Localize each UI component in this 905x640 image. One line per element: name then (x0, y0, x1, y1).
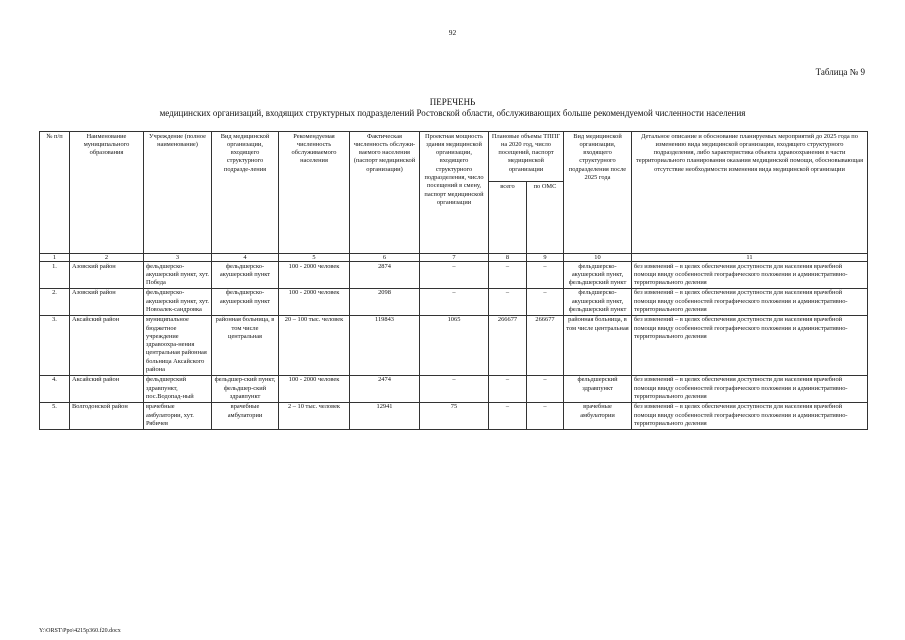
column-number: 2 (70, 254, 144, 262)
header-municipality: Наименование муниципального образования (70, 132, 144, 254)
cell-planned-type: врачебные амбулатории (564, 402, 632, 429)
cell-unit-type: районная больница, в том числе центральная (212, 315, 279, 375)
header-description: Детальное описание и обоснование планируемых мероприятий до 2025 года по изменению вида медицинской организации, входящего структурного подразделения, либо характеристика объекта здравоохранения в части территориального планирования оказания медицинской помощи, обосновывающая отсутствие необходимости изменения вида медицинской организации (632, 132, 868, 254)
organizations-table (39, 131, 868, 430)
cell-capacity: – (420, 375, 489, 402)
cell-unit-type: фельдшер-ский пункт, фельдшер-ский здравпункт (212, 375, 279, 402)
column-number: 3 (144, 254, 212, 262)
cell-description: без изменений – в целях обеспечения доступности для населения врачебной помощи ввиду особенностей географического положения и административно-территориального деления (632, 375, 868, 402)
column-number: 10 (564, 254, 632, 262)
cell-capacity: 75 (420, 402, 489, 429)
cell-total: – (489, 402, 527, 429)
header-unit-type: Вид медицинской организации, входящего структурного подразде-ления (212, 132, 279, 254)
footer-file-path: Y:\ORST\Ppo\4215p360.f20.docx (39, 628, 121, 634)
header-volumes: Плановые объемы ТППГ на 2020 год, число посещений, паспорт медицинской организации (489, 132, 564, 182)
cell-actual: 119843 (350, 315, 420, 375)
table-row (40, 262, 868, 289)
cell-recommended: 2 – 10 тыс. человек (279, 402, 350, 429)
cell-description: без изменений – в целях обеспечения доступности для населения врачебной помощи ввиду особенностей географического положения и административно-территориального деления (632, 262, 868, 289)
header-oms: по ОМС (527, 182, 564, 254)
cell-planned-type: фельдшерско-акушерский пункт, фельдшерский пункт (564, 288, 632, 315)
cell-recommended: 100 - 2000 человек (279, 288, 350, 315)
cell-institution: фельдшерско-акушерский пункт, хут. Победа (144, 262, 212, 289)
header-total: всего (489, 182, 527, 254)
cell-planned-type: фельдшерско-акушерский пункт, фельдшерский пункт (564, 262, 632, 289)
table-row (40, 402, 868, 429)
document-subheading: медицинских организаций, входящих структурных подразделений Ростовской области, обслуживающих больше рекомендуемой численности населения (159, 108, 746, 118)
column-numbers-row (40, 254, 868, 262)
cell-municipality: Аксайский район (70, 375, 144, 402)
table-row (40, 375, 868, 402)
cell-actual: 2098 (350, 288, 420, 315)
cell-capacity: 1065 (420, 315, 489, 375)
page-number: 92 (448, 28, 457, 37)
cell-oms: – (527, 262, 564, 289)
cell-municipality: Волгодонской район (70, 402, 144, 429)
table-row (40, 288, 868, 315)
cell-total: – (489, 288, 527, 315)
header-recommended: Рекомендуемая численность обслуживаемого населения (279, 132, 350, 254)
cell-planned-type: районная больница, в том числе центральная (564, 315, 632, 375)
cell-description: без изменений – в целях обеспечения доступности для населения врачебной помощи ввиду особенностей географического положения и административно-территориального деления (632, 288, 868, 315)
cell-oms: – (527, 402, 564, 429)
cell-municipality: Азовский район (70, 262, 144, 289)
cell-total: – (489, 262, 527, 289)
cell-num: 4. (40, 375, 70, 402)
cell-total: – (489, 375, 527, 402)
cell-actual: 12941 (350, 402, 420, 429)
cell-description: без изменений – в целях обеспечения доступности для населения врачебной помощи ввиду особенностей географического положения и административно-территориального деления (632, 402, 868, 429)
cell-num: 3. (40, 315, 70, 375)
header-num: № п/п (40, 132, 70, 254)
cell-oms: – (527, 288, 564, 315)
cell-num: 2. (40, 288, 70, 315)
cell-capacity: – (420, 262, 489, 289)
document-heading: ПЕРЕЧЕНЬ (429, 97, 476, 107)
column-number: 7 (420, 254, 489, 262)
cell-description: без изменений – в целях обеспечения доступности для населения врачебной помощи ввиду особенностей географического положения и административно-территориального деления (632, 315, 868, 375)
table-header-row (40, 132, 868, 182)
cell-oms: – (527, 375, 564, 402)
cell-unit-type: врачебные амбулатории (212, 402, 279, 429)
cell-institution: фельдшерско-акушерский пункт, хут. Новоалек-сандровка (144, 288, 212, 315)
column-number: 8 (489, 254, 527, 262)
table-row (40, 315, 868, 375)
column-number: 9 (527, 254, 564, 262)
cell-num: 5. (40, 402, 70, 429)
cell-recommended: 20 – 100 тыс. человек (279, 315, 350, 375)
cell-unit-type: фельдшерско-акушерский пункт (212, 288, 279, 315)
cell-recommended: 100 - 2000 человек (279, 262, 350, 289)
cell-capacity: – (420, 288, 489, 315)
cell-institution: врачебные амбулатории, хут. Рябичев (144, 402, 212, 429)
cell-institution: муниципальное бюджетное учреждение здравоохра-нения центральная районная больница Аксайского района (144, 315, 212, 375)
header-actual: Фактическая численность обслужи-ваемого населения (паспорт медицинской организации) (350, 132, 420, 254)
column-number: 11 (632, 254, 868, 262)
cell-actual: 2474 (350, 375, 420, 402)
cell-actual: 2874 (350, 262, 420, 289)
cell-total: 266677 (489, 315, 527, 375)
cell-planned-type: фельдшерский здравпункт (564, 375, 632, 402)
cell-institution: фельдшерский здравпункт, пос.Водопад-ный (144, 375, 212, 402)
header-planned-type: Вид медицинской организации, входящего структурного подразделения после 2025 года (564, 132, 632, 254)
column-number: 5 (279, 254, 350, 262)
header-institution: Учреждение (полное наименование) (144, 132, 212, 254)
column-number: 6 (350, 254, 420, 262)
column-number: 1 (40, 254, 70, 262)
column-number: 4 (212, 254, 279, 262)
cell-recommended: 100 - 2000 человек (279, 375, 350, 402)
cell-municipality: Азовский район (70, 288, 144, 315)
header-capacity: Проектная мощность здания медицинской организации, входящего структурного подразделения, число посещений в смену, паспорт медицинской организации (420, 132, 489, 254)
cell-oms: 266677 (527, 315, 564, 375)
cell-municipality: Аксайский район (70, 315, 144, 375)
cell-unit-type: фельдшерско-акушерский пункт (212, 262, 279, 289)
cell-num: 1. (40, 262, 70, 289)
table-label: Таблица № 9 (815, 67, 865, 77)
